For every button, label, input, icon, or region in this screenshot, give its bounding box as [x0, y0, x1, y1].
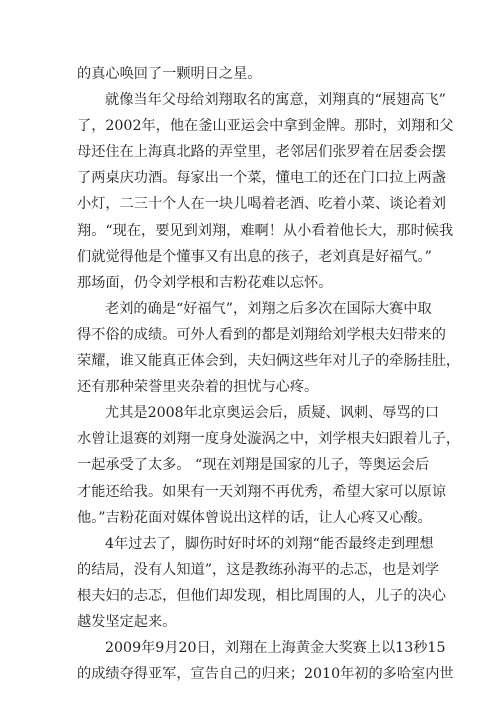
text-line: 了两桌庆功酒。每家出一个菜，懂电工的还在门口拉上两盏: [77, 170, 446, 187]
text-line: 才能还给我。如果有一天刘翔不再优秀，希望大家可以原谅: [77, 483, 446, 500]
text-line: 小灯，二三十个人在一块儿喝着老酒、吃着小菜、谈论着刘: [77, 196, 446, 213]
text-line: 们就觉得他是个懂事又有出息的孩子，老刘真是好福气。”: [77, 248, 432, 265]
text-line: 越发坚定起来。: [77, 613, 177, 630]
article-body: [77, 61, 461, 687]
text-line: 根夫妇的忐忑，但他们却发现，相比周围的人，儿子的决心: [77, 587, 446, 604]
text-line: 的结局，没有人知道”，这是教练孙海平的忐忑，也是刘学: [77, 561, 439, 578]
text-line: 得不俗的成绩。可外人看到的都是刘翔给刘学根夫妇带来的: [77, 326, 446, 343]
text-line: 荣耀，谁又能真正体会到，夫妇俩这些年对儿子的牵肠挂肚，: [77, 353, 461, 370]
text-line: 了，2002年，他在釜山亚运会中拿到金牌。那时，刘翔和父: [77, 118, 454, 135]
text-line: 还有那种荣誉里夹杂着的担忧与心疼。: [77, 379, 319, 396]
text-line: 就像当年父母给刘翔取名的寓意，刘翔真的“展翅高飞”: [105, 92, 446, 109]
text-line: 一起承受了太多。 “现在刘翔是国家的儿子，等奥运会后: [77, 457, 430, 474]
text-line: 4年过去了，脚伤时好时坏的刘翔“能否最终走到理想: [105, 535, 434, 552]
text-line: 老刘的确是“好福气”，刘翔之后多次在国际大赛中取: [105, 300, 432, 317]
text-line: 他。”吉粉花面对媒体曾说出这样的话，让人心疼又心酸。: [77, 509, 432, 526]
text-line: 那场面，仍令刘学根和吉粉花难以忘怀。: [77, 274, 333, 291]
text-line: 的成绩夺得亚军，宣告自己的归来；2010年初的多哈室内世: [77, 666, 454, 683]
text-line: 尤其是2008年北京奥运会后，质疑、讽刺、辱骂的口: [105, 405, 440, 422]
text-line: 2009年9月20日，刘翔在上海黄金大奖赛上以13秒15: [105, 640, 446, 657]
text-line: 翔。“现在，要见到刘翔，难啊！从小看着他长大，那时候我: [77, 222, 454, 239]
text-line: 水曾让退赛的刘翔一度身处漩涡之中，刘学根夫妇跟着儿子，: [77, 431, 461, 448]
text-line: 母还住在上海真北路的弄堂里，老邻居们张罗着在居委会摆: [77, 144, 446, 161]
text-line: 的真心唤回了一颗明日之星。: [77, 66, 262, 82]
